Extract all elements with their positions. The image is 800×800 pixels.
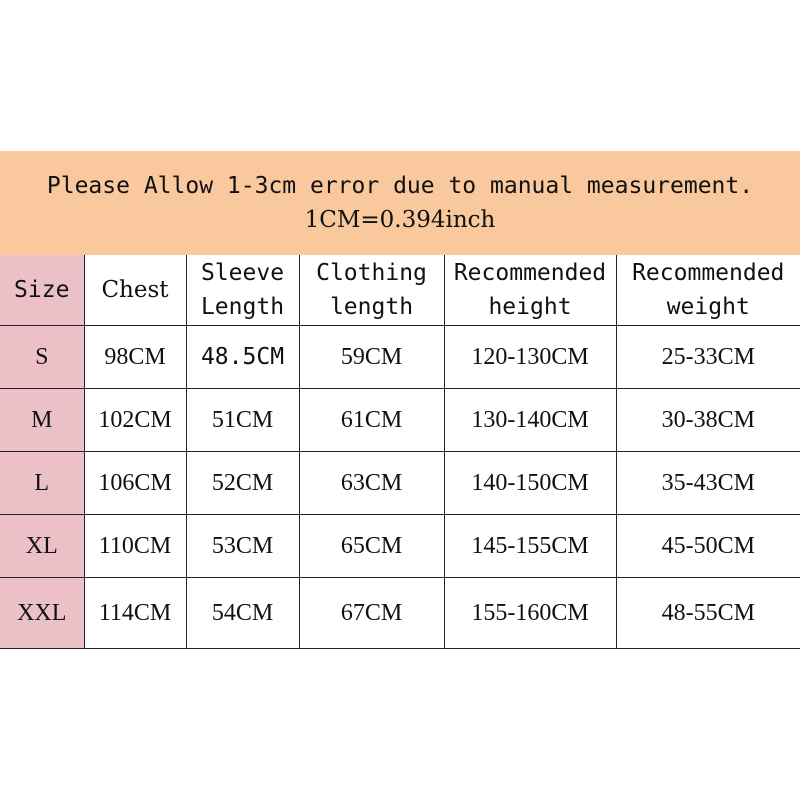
weight-cell: 45-50CM [616, 515, 800, 578]
chest-cell: 106CM [84, 452, 186, 515]
sleeve-cell: 54CM [186, 578, 299, 649]
measurement-error-note: Please Allow 1-3cm error due to manual measurement. [46, 173, 754, 199]
size-chart-table [0, 255, 800, 649]
header-size: Size [0, 255, 84, 326]
header-weight-line2: weight [666, 294, 750, 320]
chest-cell: 114CM [84, 578, 186, 649]
table-row [0, 326, 800, 389]
sleeve-cell: 48.5CM [186, 326, 299, 389]
table-row [0, 452, 800, 515]
header-clothing-line1: Clothing [316, 260, 427, 286]
clothing-length-cell: 63CM [299, 452, 444, 515]
header-sleeve-line2: Length [200, 294, 285, 320]
weight-cell: 48-55CM [616, 578, 800, 649]
height-cell: 140-150CM [444, 452, 616, 515]
table-header-row [0, 255, 800, 326]
height-cell: 130-140CM [444, 389, 616, 452]
header-chest: Chest [84, 255, 186, 326]
size-cell: XXL [0, 578, 84, 649]
header-sleeve-line1: Sleeve [200, 260, 285, 286]
header-weight-line1: Recommended [632, 260, 785, 286]
table-row [0, 389, 800, 452]
size-cell: XL [0, 515, 84, 578]
header-clothing-line2: length [329, 294, 414, 320]
clothing-length-cell: 67CM [299, 578, 444, 649]
clothing-length-cell: 65CM [299, 515, 444, 578]
table-row [0, 515, 800, 578]
height-cell: 120-130CM [444, 326, 616, 389]
sleeve-cell: 52CM [186, 452, 299, 515]
unit-conversion-note: 1CM=0.394inch [304, 207, 496, 233]
table-row [0, 578, 800, 649]
height-cell: 155-160CM [444, 578, 616, 649]
height-cell: 145-155CM [444, 515, 616, 578]
header-height-line2: height [488, 294, 572, 320]
size-cell: M [0, 389, 84, 452]
size-cell: S [0, 326, 84, 389]
sleeve-cell: 51CM [186, 389, 299, 452]
clothing-length-cell: 61CM [299, 389, 444, 452]
header-sleeve-length [186, 255, 299, 326]
header-clothing-length [299, 255, 444, 326]
header-recommended-weight [616, 255, 800, 326]
chest-cell: 98CM [84, 326, 186, 389]
weight-cell: 35-43CM [616, 452, 800, 515]
weight-cell: 25-33CM [616, 326, 800, 389]
weight-cell: 30-38CM [616, 389, 800, 452]
measurement-note-banner [0, 151, 800, 255]
header-recommended-height [444, 255, 616, 326]
chest-cell: 110CM [84, 515, 186, 578]
sleeve-cell: 53CM [186, 515, 299, 578]
chest-cell: 102CM [84, 389, 186, 452]
clothing-length-cell: 59CM [299, 326, 444, 389]
size-cell: L [0, 452, 84, 515]
header-height-line1: Recommended [453, 260, 607, 286]
